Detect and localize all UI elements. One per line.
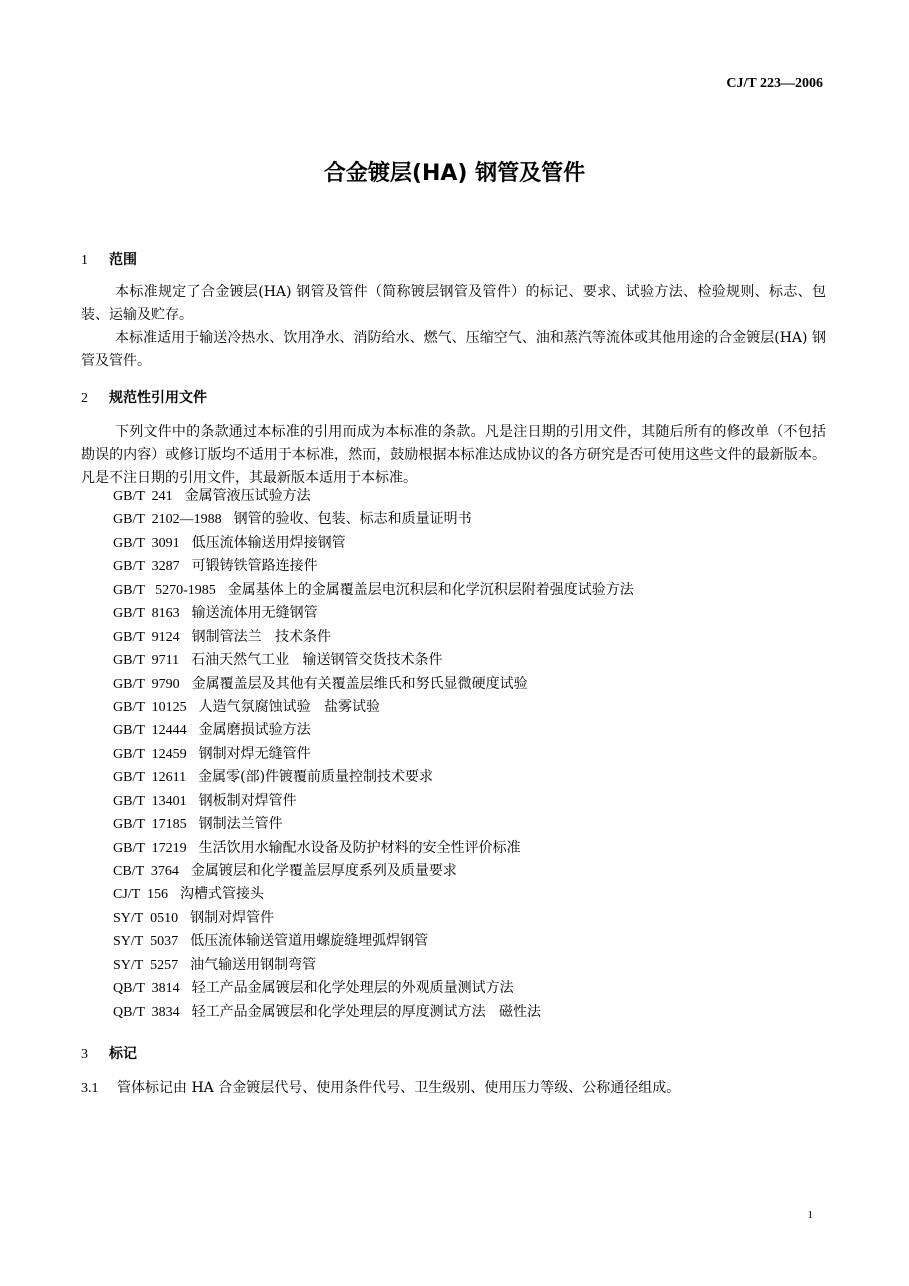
reference-code: GB/T 241 — [113, 489, 173, 504]
reference-title: 低压流体输送用焊接钢管 — [191, 534, 346, 551]
reference-item — [113, 719, 634, 742]
reference-item — [113, 532, 634, 555]
section-2-heading — [81, 387, 207, 407]
reference-code: GB/T 2102—1988 — [113, 512, 222, 528]
reference-item — [113, 790, 634, 813]
reference-code: GB/T 9124 — [113, 629, 180, 645]
reference-title: 轻工产品金属镀层和化学处理层的外观质量测试方法 — [191, 980, 514, 997]
section-1-title: 范围 — [109, 252, 137, 268]
reference-code: GB/T 8163 — [113, 606, 180, 622]
section-3-number: 3 — [81, 1047, 88, 1062]
reference-item — [113, 485, 634, 508]
reference-title: 钢制对焊管件 — [190, 909, 275, 926]
reference-title: 金属基体上的金属覆盖层电沉积层和化学沉积层附着强度试验方法 — [227, 581, 634, 598]
document-title: 合金镀层(HA) 钢管及管件 — [323, 161, 586, 186]
clause-number: 3.1 — [81, 1081, 99, 1096]
reference-item — [113, 977, 634, 1000]
reference-item — [113, 837, 634, 860]
reference-code: SY/T 5037 — [113, 934, 179, 950]
section-3-title: 标记 — [109, 1046, 137, 1062]
reference-title: 轻工产品金属镀层和化学处理层的厚度测试方法 磁性法 — [191, 1003, 541, 1020]
section-1-heading — [81, 249, 137, 269]
reference-code: CB/T 3764 — [113, 864, 179, 879]
section-2-paragraph: 下列文件中的条款通过本标准的引用而成为本标准的条款。凡是注日期的引用文件，其随后所有的修改单（不包括勘误的内容）或修订版均不适用于本标准，然而，鼓励根据本标准达成协议的各方研究是否可使用这些文件的最新版本。凡是不注日期的引用文件，其最新版本适用于本标准。 — [81, 424, 826, 486]
section-1-paragraph-2: 本标准适用于输送冷热水、饮用净水、消防给水、燃气、压缩空气、油和蒸汽等流体或其他用途的合金镀层(HA) 钢管及管件。 — [81, 330, 826, 369]
reference-item — [113, 626, 634, 649]
reference-title: 金属零(部)件镀覆前质量控制技术要求 — [198, 769, 434, 786]
reference-title: 石油天然气工业 输送钢管交货技术条件 — [191, 652, 443, 669]
reference-item — [113, 907, 634, 930]
reference-title: 输送流体用无缝钢管 — [191, 605, 318, 622]
reference-item — [113, 555, 634, 578]
reference-title: 钢板制对焊管件 — [198, 792, 297, 809]
reference-title: 钢制法兰管件 — [198, 816, 283, 833]
reference-code: GB/T 12459 — [113, 746, 187, 762]
reference-code: GB/T 17219 — [113, 840, 187, 856]
reference-item — [113, 508, 634, 531]
reference-title: 钢制对焊无缝管件 — [198, 745, 311, 762]
reference-code: GB/T 3287 — [113, 559, 180, 575]
reference-code: GB/T 9711 — [113, 653, 180, 669]
reference-item — [113, 602, 634, 625]
reference-item — [113, 579, 634, 602]
reference-item — [113, 954, 634, 977]
reference-title: 人造气氛腐蚀试验 盐雾试验 — [198, 698, 380, 715]
reference-code: SY/T 0510 — [113, 910, 179, 926]
section-1-number: 1 — [81, 253, 88, 268]
page-number: 1 — [807, 1209, 813, 1221]
reference-title: 生活饮用水输配水设备及防护材料的安全性评价标准 — [198, 839, 521, 856]
reference-code: GB/T 3091 — [113, 535, 180, 551]
reference-code: GB/T 12611 — [113, 770, 187, 786]
reference-title: 油气输送用钢制弯管 — [190, 956, 317, 973]
section-2-title: 规范性引用文件 — [109, 390, 207, 406]
reference-code: GB/T 13401 — [113, 793, 187, 809]
reference-code: CJ/T 156 — [113, 887, 168, 903]
reference-title: 钢管的验收、包装、标志和质量证明书 — [233, 511, 472, 528]
reference-item — [113, 766, 634, 789]
reference-item — [113, 649, 634, 672]
reference-title: 可锻铸铁管路连接件 — [191, 558, 318, 575]
reference-list — [113, 485, 634, 1024]
reference-item — [113, 743, 634, 766]
reference-title: 沟槽式管接头 — [179, 886, 264, 903]
reference-code: GB/T 9790 — [113, 676, 180, 692]
reference-item — [113, 883, 634, 906]
reference-item — [113, 696, 634, 719]
reference-code: QB/T 3814 — [113, 981, 180, 997]
reference-title: 金属镀层和化学覆盖层厚度系列及质量要求 — [190, 863, 457, 879]
reference-item — [113, 930, 634, 953]
reference-code: QB/T 3834 — [113, 1004, 180, 1020]
reference-code: GB/T 12444 — [113, 723, 187, 739]
reference-title: 金属覆盖层及其他有关覆盖层维氏和努氏显微硬度试验 — [191, 675, 528, 692]
section-1-paragraph-1: 本标准规定了合金镀层(HA) 钢管及管件（简称镀层钢管及管件）的标记、要求、试验方法、检验规则、标志、包装、运输及贮存。 — [81, 284, 826, 323]
reference-code: GB/T 5270-1985 — [113, 582, 216, 598]
reference-title: 金属磨损试验方法 — [198, 722, 311, 739]
reference-title: 金属管液压试验方法 — [184, 488, 311, 504]
reference-item — [113, 813, 634, 836]
reference-item — [113, 1001, 634, 1024]
reference-code: GB/T 17185 — [113, 817, 187, 833]
reference-title: 钢制管法兰 技术条件 — [191, 628, 331, 645]
section-3-heading — [81, 1043, 137, 1063]
clause-text: 管体标记由 HA 合金镀层代号、使用条件代号、卫生级别、使用压力等级、公称通径组成。 — [117, 1080, 681, 1096]
clause-3-1 — [81, 1077, 680, 1097]
reference-item — [113, 860, 634, 883]
reference-code: GB/T 10125 — [113, 699, 187, 715]
reference-item — [113, 673, 634, 696]
standard-code: CJ/T 223—2006 — [726, 76, 823, 91]
reference-title: 低压流体输送管道用螺旋缝埋弧焊钢管 — [190, 933, 429, 950]
reference-code: SY/T 5257 — [113, 957, 179, 973]
section-2-number: 2 — [81, 391, 88, 406]
